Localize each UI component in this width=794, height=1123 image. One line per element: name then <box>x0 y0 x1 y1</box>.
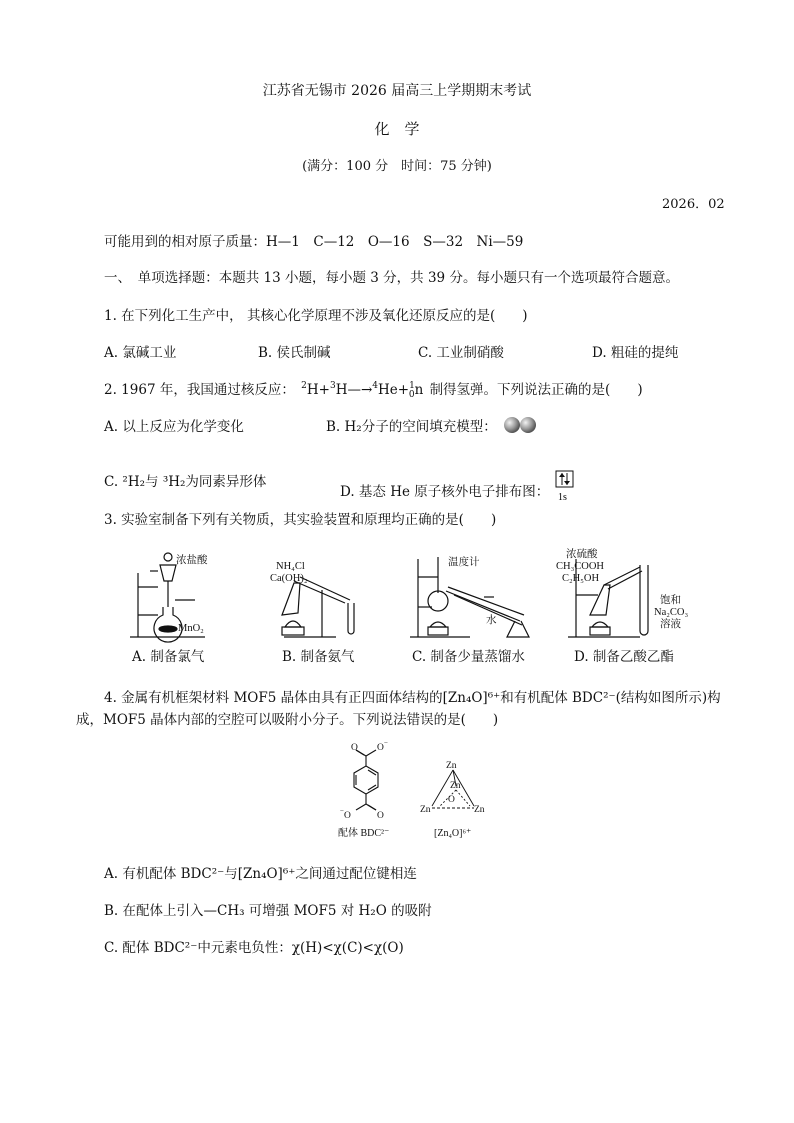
label-c-thermo: 温度计 <box>448 557 480 568</box>
q3-caption-a: A. 制备氯气 <box>132 649 205 665</box>
bdc-caption: 配体 BDC²⁻ <box>338 828 390 839</box>
h2-space-filling-model <box>501 415 541 435</box>
orbital-label: 1s <box>557 492 567 503</box>
q2-stem-prefix: 2. 1967 年，我国通过核反应： <box>104 382 295 398</box>
svg-text:−: − <box>384 739 388 747</box>
score-time: (满分：100 分 时间：75 分钟) <box>302 159 492 174</box>
q4-option-a: A. 有机配体 BDC²⁻与[Zn₄O]⁶⁺之间通过配位键相连 <box>104 866 417 882</box>
q2-option-c: C. ²H₂与 ³H₂为同素异形体 <box>104 474 267 490</box>
label-a-solid: MnO₂ <box>178 623 204 634</box>
q4-option-b: B. 在配体上引入—CH₃ 可增强 MOF5 对 H₂O 的吸附 <box>104 903 432 919</box>
q3-caption-b: B. 制备氨气 <box>282 649 355 665</box>
svg-text:Zn: Zn <box>420 805 431 815</box>
q2-stem-suffix: 制得氢弹。下列说法正确的是( ) <box>429 382 643 398</box>
exam-title: 江苏省无锡市 2026 届高三上学期期末考试 <box>262 83 532 99</box>
q2-stem <box>104 378 643 400</box>
q3-apparatus-figures <box>0 545 794 675</box>
label-b-r2: Ca(OH)₂ <box>270 573 308 584</box>
q1-stem: 1. 在下列化工生产中， 其核心化学原理不涉及氧化还原反应的是( ) <box>104 308 528 324</box>
label-d-s2: Na₂CO₃ <box>654 607 689 618</box>
svg-text:O: O <box>344 811 351 821</box>
section-heading: 一、 单项选择题：本题共 13 小题，每小题 3 分，共 39 分。每小题只有一个选项最符合题意。 <box>104 270 679 286</box>
svg-text:O: O <box>377 743 384 753</box>
apparatus-c <box>410 557 529 637</box>
svg-text:O: O <box>351 743 358 753</box>
label-c-water: 水 <box>486 615 497 626</box>
exam-date: 2026．02 <box>662 197 725 212</box>
q1-option-a: A. 氯碱工业 <box>104 345 177 361</box>
q2-option-b: B. H₂分子的空间填充模型： <box>326 415 541 435</box>
q4-stem-line1: 4. 金属有机框架材料 MOF5 晶体由具有正四面体结构的[Zn₄O]⁶⁺和有机配体 BDC²⁻(结构如图所示)构 <box>104 690 721 706</box>
svg-text:Zn: Zn <box>474 805 485 815</box>
bdc-structure <box>354 750 378 810</box>
label-d-r3: C₂H₅OH <box>562 573 600 584</box>
q1-option-c: C. 工业制硝酸 <box>418 345 504 361</box>
q2-option-a: A. 以上反应为化学变化 <box>104 419 244 435</box>
svg-text:O: O <box>377 811 384 821</box>
q2-option-d: D. 基态 He 原子核外电子排布图： 1s <box>340 470 576 508</box>
q4-stem-line2: 成，MOF5 晶体内部的空腔可以吸附小分子。下列说法错误的是( ) <box>76 712 499 728</box>
q3-caption-c: C. 制备少量蒸馏水 <box>412 649 525 665</box>
label-d-r1: 浓硫酸 <box>566 549 598 560</box>
subject-title: 化 学 <box>374 120 420 138</box>
zn4o-caption: [Zn₄O]⁶⁺ <box>434 828 472 839</box>
q4-structure-figures <box>0 736 794 846</box>
label-d-s3: 溶液 <box>660 619 681 630</box>
label-a-acid: 浓盐酸 <box>176 555 208 566</box>
nuclear-equation: $^2$H+$^3$H—→$^4$He+$^1_0$n <box>301 381 424 400</box>
svg-text:Zn: Zn <box>450 781 461 791</box>
apparatus-b <box>282 577 354 637</box>
q3-caption-d: D. 制备乙酸乙酯 <box>574 649 674 665</box>
label-b-r1: NH₄Cl <box>276 561 305 572</box>
label-d-r2: CH₃COOH <box>556 561 604 572</box>
label-d-s1: 饱和 <box>660 595 681 606</box>
q1-option-b: B. 侯氏制碱 <box>258 345 331 361</box>
orbital-diagram <box>554 470 576 508</box>
svg-text:Zn: Zn <box>446 761 457 771</box>
svg-text:−: − <box>340 807 344 815</box>
svg-text:O: O <box>448 795 455 805</box>
q1-option-d: D. 粗硅的提纯 <box>592 345 679 361</box>
atomic-masses: 可能用到的相对原子质量：H—1 C—12 O—16 S—32 Ni—59 <box>104 234 524 250</box>
q3-stem: 3. 实验室制备下列有关物质，其实验装置和原理均正确的是( ) <box>104 512 497 528</box>
q4-option-c: C. 配体 BDC²⁻中元素电负性：χ(H)<χ(C)<χ(O) <box>104 940 404 956</box>
